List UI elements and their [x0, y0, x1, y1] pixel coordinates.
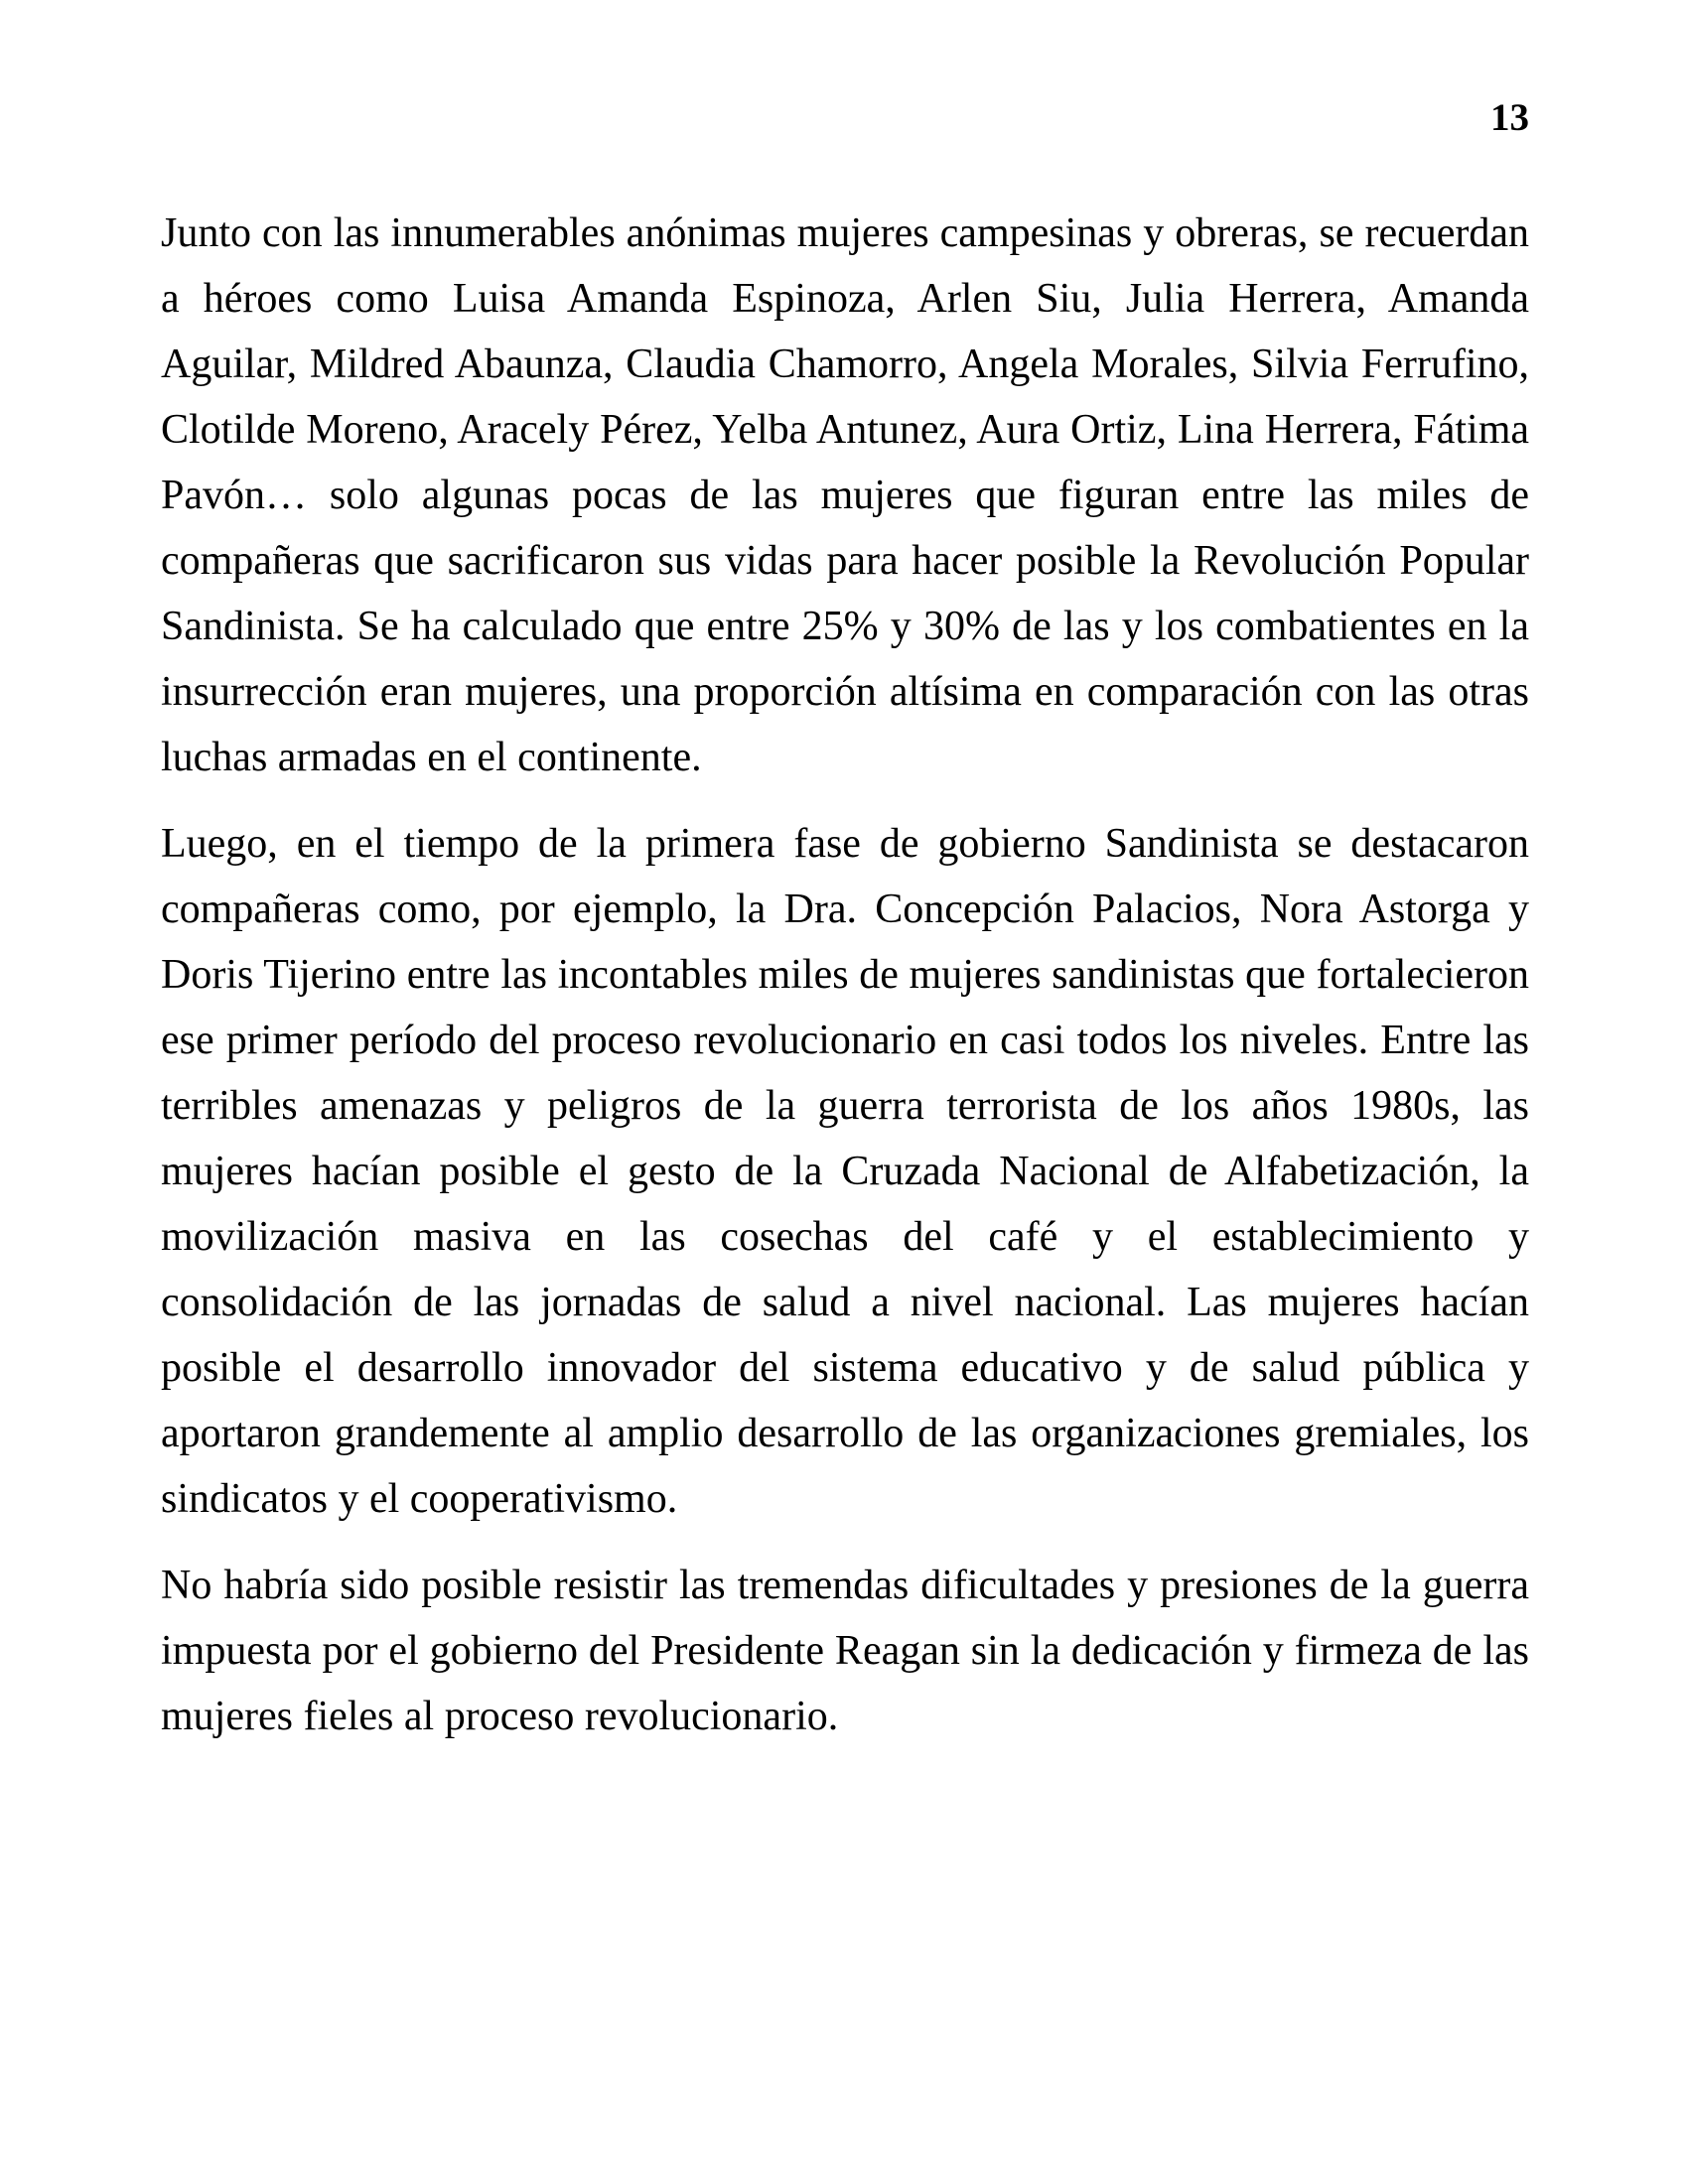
paragraph-2: Luego, en el tiempo de la primera fase de gobierno Sandinista se destacaron compañeras como, por ejemplo, la Dra. Concepción Palacios, Nora Astorga y Doris Tijerino entre las incontables miles de mujeres sandinistas que fortalecieron ese primer período del proceso revolucionario en casi todos los niveles. Entre las terribles amenazas y peligros de la guerra terrorista de los años 1980s, las mujeres hacían posible el gesto de la Cruzada Nacional de Alfabetización, la movilización masiva en las cosechas del café y el establecimiento y consolidación de las jornadas de salud a nivel nacional. Las mujeres hacían posible el desarrollo innovador del sistema educativo y de salud pública y aportaron grandemente al amplio desarrollo de las organizaciones gremiales, los sindicatos y el cooperativismo. — [161, 821, 1529, 1522]
document-body — [161, 201, 1529, 1770]
paragraph-1: Junto con las innumerables anónimas mujeres campesinas y obreras, se recuerdan a héroes como Luisa Amanda Espinoza, Arlen Siu, Julia Herrera, Amanda Aguilar, Mildred Abaunza, Claudia Chamorro, Angela Morales, Silvia Ferrufino, Clotilde Moreno, Aracely Pérez, Yelba Antunez, Aura Ortiz, Lina Herrera, Fátima Pavón… solo algunas pocas de las mujeres que figuran entre las miles de compañeras que sacrificaron sus vidas para hacer posible la Revolución Popular Sandinista. Se ha calculado que entre 25% y 30% de las y los combatientes en la insurrección eran mujeres, una proporción altísima en comparación con las otras luchas armadas en el continente. — [161, 210, 1529, 780]
paragraph-3: No habría sido posible resistir las tremendas dificultades y presiones de la guerra impuesta por el gobierno del Presidente Reagan sin la dedicación y firmeza de las mujeres fieles al proceso revolucionario. — [161, 1563, 1529, 1739]
page-number: 13 — [1490, 96, 1529, 139]
